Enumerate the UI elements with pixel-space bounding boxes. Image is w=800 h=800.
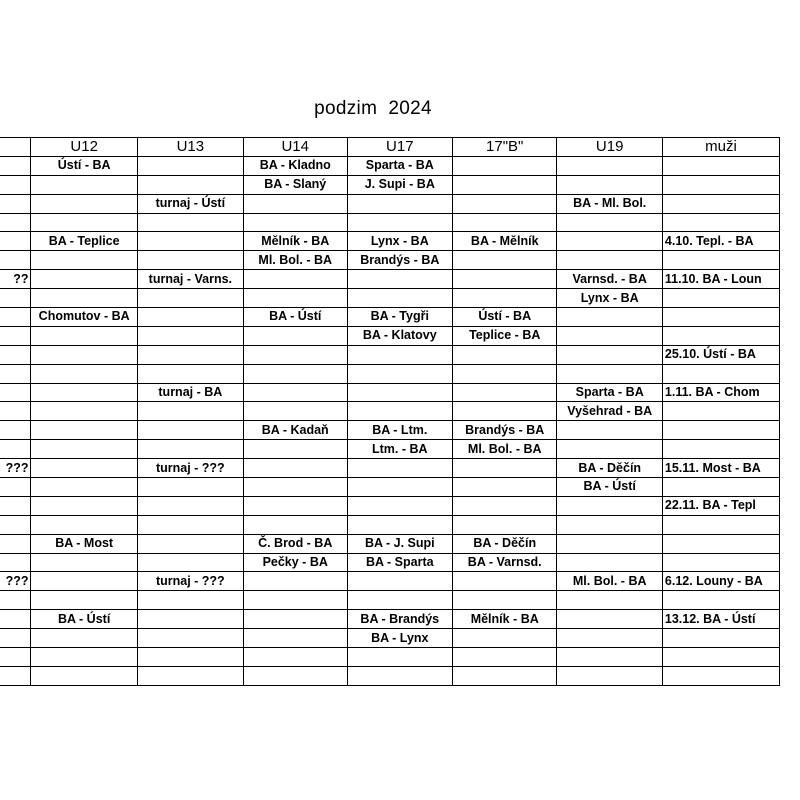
table-cell: [0, 515, 31, 534]
table-cell: [557, 364, 662, 383]
table-cell: turnaj - Ústí: [137, 194, 243, 213]
table-cell: BA - Děčín: [452, 534, 557, 553]
table-cell: [347, 383, 452, 402]
table-cell: [137, 251, 243, 270]
table-cell: Ústí - BA: [452, 308, 557, 327]
table-row: [0, 648, 780, 667]
table-cell: [243, 194, 347, 213]
table-cell: [557, 591, 662, 610]
table-cell: [0, 213, 31, 232]
table-cell: [0, 629, 31, 648]
column-header: muži: [662, 138, 779, 157]
table-cell: BA - Varnsd.: [452, 553, 557, 572]
table-cell: [31, 194, 137, 213]
table-cell: [243, 345, 347, 364]
table-cell: [0, 383, 31, 402]
table-cell: [452, 648, 557, 667]
table-cell: BA - Mělník: [452, 232, 557, 251]
table-cell: Ústí - BA: [31, 156, 137, 175]
table-cell: [31, 666, 137, 685]
table-cell: [662, 515, 779, 534]
table-cell: Brandýs - BA: [347, 251, 452, 270]
table-cell: [31, 345, 137, 364]
table-cell: [662, 534, 779, 553]
table-cell: 22.11. BA - Tepl: [662, 496, 779, 515]
column-header: [0, 138, 31, 157]
table-cell: [31, 553, 137, 572]
table-cell: [243, 270, 347, 289]
table-cell: [0, 364, 31, 383]
table-cell: [0, 402, 31, 421]
table-cell: [557, 534, 662, 553]
table-cell: ??: [0, 270, 31, 289]
table-cell: [0, 326, 31, 345]
column-header: U13: [137, 138, 243, 157]
table-cell: [347, 572, 452, 591]
table-cell: [243, 402, 347, 421]
table-cell: [452, 289, 557, 308]
table-row: [0, 515, 780, 534]
table-row: [0, 308, 780, 327]
table-cell: [0, 289, 31, 308]
table-cell: 6.12. Louny - BA: [662, 572, 779, 591]
table-cell: [662, 591, 779, 610]
table-row: [0, 421, 780, 440]
table-cell: [137, 345, 243, 364]
table-cell: [452, 666, 557, 685]
table-cell: [347, 345, 452, 364]
table-cell: 25.10. Ústí - BA: [662, 345, 779, 364]
table-cell: [137, 610, 243, 629]
table-cell: [31, 572, 137, 591]
table-cell: [452, 459, 557, 478]
table-cell: [137, 326, 243, 345]
column-header: U12: [31, 138, 137, 157]
table-cell: [662, 175, 779, 194]
table-cell: [662, 666, 779, 685]
table-cell: [137, 591, 243, 610]
table-cell: [0, 345, 31, 364]
table-cell: [137, 421, 243, 440]
table-cell: [557, 308, 662, 327]
table-row: [0, 270, 780, 289]
table-cell: Varnsd. - BA: [557, 270, 662, 289]
table-cell: [0, 534, 31, 553]
table-cell: [0, 175, 31, 194]
table-cell: [452, 478, 557, 497]
table-row: [0, 440, 780, 459]
table-cell: [452, 591, 557, 610]
table-cell: [557, 629, 662, 648]
table-cell: [31, 629, 137, 648]
table-cell: [243, 496, 347, 515]
table-cell: [31, 364, 137, 383]
table-cell: Vyšehrad - BA: [557, 402, 662, 421]
table-cell: [243, 572, 347, 591]
table-cell: [662, 251, 779, 270]
table-cell: [137, 553, 243, 572]
table-cell: BA - Brandýs: [347, 610, 452, 629]
table-cell: [0, 496, 31, 515]
table-row: [0, 232, 780, 251]
table-cell: [557, 175, 662, 194]
table-row: [0, 666, 780, 685]
table-cell: Ml. Bol. - BA: [557, 572, 662, 591]
table-cell: [137, 515, 243, 534]
table-cell: [452, 345, 557, 364]
table-row: [0, 383, 780, 402]
table-cell: [557, 251, 662, 270]
table-cell: [452, 515, 557, 534]
table-cell: BA - Teplice: [31, 232, 137, 251]
table-cell: 1.11. BA - Chom: [662, 383, 779, 402]
column-header: U19: [557, 138, 662, 157]
table-cell: Brandýs - BA: [452, 421, 557, 440]
table-cell: [452, 194, 557, 213]
table-cell: [0, 421, 31, 440]
table-cell: [31, 421, 137, 440]
table-cell: [557, 496, 662, 515]
table-cell: [452, 156, 557, 175]
table-cell: [0, 194, 31, 213]
table-cell: [243, 383, 347, 402]
table-row: [0, 402, 780, 421]
table-cell: [137, 402, 243, 421]
table-cell: [0, 591, 31, 610]
table-cell: [137, 629, 243, 648]
table-cell: BA - J. Supi: [347, 534, 452, 553]
table-cell: [662, 402, 779, 421]
table-cell: turnaj - ???: [137, 459, 243, 478]
table-cell: Ltm. - BA: [347, 440, 452, 459]
table-cell: [137, 232, 243, 251]
table-cell: [0, 440, 31, 459]
table-cell: [452, 572, 557, 591]
table-row: [0, 629, 780, 648]
table-row: [0, 572, 780, 591]
table-cell: [31, 478, 137, 497]
table-cell: [0, 232, 31, 251]
table-row: [0, 213, 780, 232]
table-cell: [347, 459, 452, 478]
table-cell: [347, 364, 452, 383]
table-cell: turnaj - ???: [137, 572, 243, 591]
table-cell: [243, 289, 347, 308]
table-cell: BA - Ústí: [31, 610, 137, 629]
table-cell: [452, 213, 557, 232]
table-cell: [137, 289, 243, 308]
table-cell: [662, 553, 779, 572]
table-cell: [243, 326, 347, 345]
table-cell: Č. Brod - BA: [243, 534, 347, 553]
table-row: [0, 478, 780, 497]
table-row: [0, 364, 780, 383]
table-cell: BA - Kladno: [243, 156, 347, 175]
table-cell: [0, 553, 31, 572]
table-row: [0, 289, 780, 308]
table-cell: [137, 666, 243, 685]
table-cell: [0, 478, 31, 497]
table-cell: [557, 345, 662, 364]
table-cell: [31, 326, 137, 345]
table-cell: [31, 591, 137, 610]
table-row: [0, 534, 780, 553]
table-cell: [347, 515, 452, 534]
table-cell: BA - Ústí: [557, 478, 662, 497]
table-cell: [31, 648, 137, 667]
table-cell: BA - Děčín: [557, 459, 662, 478]
table-cell: [557, 156, 662, 175]
table-cell: [662, 648, 779, 667]
table-cell: BA - Tygři: [347, 308, 452, 327]
sheet-title: podzim 2024: [314, 98, 432, 119]
table-cell: Sparta - BA: [347, 156, 452, 175]
table-cell: [137, 213, 243, 232]
table-cell: [452, 175, 557, 194]
table-cell: ???: [0, 459, 31, 478]
table-row: [0, 496, 780, 515]
table-cell: [137, 156, 243, 175]
column-header: 17"B": [452, 138, 557, 157]
table-row: [0, 251, 780, 270]
table-cell: J. Supi - BA: [347, 175, 452, 194]
table-cell: [662, 364, 779, 383]
table-cell: [137, 648, 243, 667]
table-cell: [243, 478, 347, 497]
table-cell: Lynx - BA: [557, 289, 662, 308]
table-cell: Mělník - BA: [243, 232, 347, 251]
table-cell: [243, 440, 347, 459]
table-cell: [243, 459, 347, 478]
table-cell: [243, 666, 347, 685]
table-row: [0, 459, 780, 478]
table-cell: Teplice - BA: [452, 326, 557, 345]
table-cell: [31, 515, 137, 534]
table-cell: [662, 326, 779, 345]
table-cell: [31, 270, 137, 289]
column-header: U17: [347, 138, 452, 157]
table-cell: BA - Most: [31, 534, 137, 553]
table-cell: [243, 629, 347, 648]
table-cell: Mělník - BA: [452, 610, 557, 629]
table-cell: [452, 496, 557, 515]
table-row: [0, 175, 780, 194]
table-cell: [137, 308, 243, 327]
table-cell: [0, 610, 31, 629]
table-cell: [0, 308, 31, 327]
table-cell: [557, 440, 662, 459]
table-cell: [557, 666, 662, 685]
table-cell: [0, 666, 31, 685]
table-cell: [31, 289, 137, 308]
table-cell: [243, 591, 347, 610]
table-cell: [347, 270, 452, 289]
table-cell: [347, 213, 452, 232]
table-row: [0, 326, 780, 345]
table-cell: [662, 194, 779, 213]
table-cell: [557, 610, 662, 629]
table-cell: [347, 591, 452, 610]
table-cell: [452, 270, 557, 289]
table-cell: 4.10. Tepl. - BA: [662, 232, 779, 251]
table-cell: [243, 610, 347, 629]
table-cell: [243, 648, 347, 667]
table-cell: BA - Sparta: [347, 553, 452, 572]
table-cell: [347, 648, 452, 667]
table-cell: [137, 440, 243, 459]
table-cell: [31, 175, 137, 194]
table-row: [0, 553, 780, 572]
table-cell: [662, 478, 779, 497]
table-cell: [347, 666, 452, 685]
table-cell: [31, 496, 137, 515]
table-row: [0, 156, 780, 175]
table-cell: [137, 478, 243, 497]
table-cell: turnaj - BA: [137, 383, 243, 402]
table-cell: [137, 175, 243, 194]
table-cell: BA - Klatovy: [347, 326, 452, 345]
table-cell: Pečky - BA: [243, 553, 347, 572]
header-row: [0, 138, 780, 157]
table-cell: [452, 402, 557, 421]
table-cell: [0, 156, 31, 175]
table-cell: 11.10. BA - Loun: [662, 270, 779, 289]
table-cell: BA - Slaný: [243, 175, 347, 194]
table-cell: [137, 534, 243, 553]
table-cell: [662, 156, 779, 175]
table-cell: ???: [0, 572, 31, 591]
table-cell: [662, 421, 779, 440]
table-row: [0, 591, 780, 610]
table-cell: [557, 213, 662, 232]
table-cell: 15.11. Most - BA: [662, 459, 779, 478]
table-cell: [137, 496, 243, 515]
table-cell: [0, 251, 31, 270]
table-row: [0, 610, 780, 629]
table-cell: [452, 629, 557, 648]
table-row: [0, 194, 780, 213]
table-cell: [557, 553, 662, 572]
table-cell: [31, 383, 137, 402]
table-cell: BA - Kadaň: [243, 421, 347, 440]
table-cell: 13.12. BA - Ústí: [662, 610, 779, 629]
table-cell: [347, 289, 452, 308]
table-cell: BA - Ltm.: [347, 421, 452, 440]
table-cell: [557, 515, 662, 534]
table-cell: [347, 478, 452, 497]
table-cell: Ml. Bol. - BA: [452, 440, 557, 459]
table-cell: [31, 213, 137, 232]
table-cell: [137, 364, 243, 383]
table-cell: [452, 364, 557, 383]
table-cell: BA - Ml. Bol.: [557, 194, 662, 213]
table-cell: [452, 383, 557, 402]
table-cell: [243, 213, 347, 232]
table-cell: [0, 648, 31, 667]
table-cell: [557, 232, 662, 251]
table-row: [0, 345, 780, 364]
table-cell: [662, 629, 779, 648]
table-cell: turnaj - Varns.: [137, 270, 243, 289]
schedule-table: [0, 137, 780, 686]
table-cell: BA - Lynx: [347, 629, 452, 648]
table-cell: [452, 251, 557, 270]
table-cell: [347, 402, 452, 421]
table-cell: [243, 515, 347, 534]
table-cell: [557, 326, 662, 345]
table-cell: [557, 648, 662, 667]
table-cell: [31, 440, 137, 459]
column-header: U14: [243, 138, 347, 157]
table-cell: Lynx - BA: [347, 232, 452, 251]
table-cell: [662, 440, 779, 459]
table-cell: [243, 364, 347, 383]
table-cell: [557, 421, 662, 440]
table-cell: [31, 459, 137, 478]
table-cell: [662, 289, 779, 308]
table-cell: Chomutov - BA: [31, 308, 137, 327]
table-cell: [31, 402, 137, 421]
table-cell: [662, 308, 779, 327]
table-cell: Ml. Bol. - BA: [243, 251, 347, 270]
table-cell: [347, 194, 452, 213]
table-cell: [662, 213, 779, 232]
table-cell: [347, 496, 452, 515]
table-cell: Sparta - BA: [557, 383, 662, 402]
table-cell: [31, 251, 137, 270]
table-cell: BA - Ústí: [243, 308, 347, 327]
